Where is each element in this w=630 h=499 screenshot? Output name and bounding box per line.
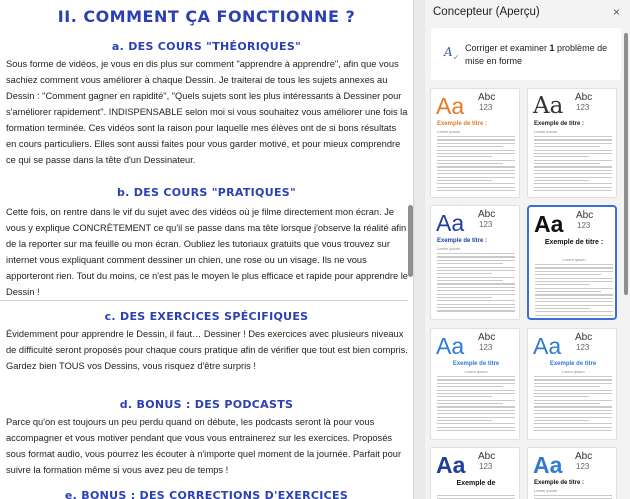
pane-header: [425, 0, 630, 26]
design-idea-card[interactable]: [527, 447, 617, 499]
number-sample-text: 123: [479, 462, 493, 471]
section-title: II. COMMENT ÇA FONCTIONNE ?: [57, 7, 356, 26]
heading-bonus-podcasts: d. BONUS : DES PODCASTS: [119, 398, 294, 411]
preview-body-lines: [534, 495, 612, 499]
preview-subtitle: Lorem ipsum: [562, 257, 586, 262]
heading-sample-text: Abc: [575, 92, 593, 103]
number-sample-text: 123: [576, 103, 590, 112]
preview-title: Exemple de titre :: [437, 121, 488, 127]
font-sample-text: Aa: [436, 93, 465, 119]
heading-sample-text: Abc: [478, 92, 496, 103]
preview-subtitle: Lorem ipsum: [437, 129, 461, 134]
pane-splitter[interactable]: [413, 0, 425, 499]
spell-check-icon: $A_✓$: [444, 45, 459, 62]
preview-title: Exemple de titre :: [544, 239, 604, 246]
preview-body-lines: [437, 376, 515, 433]
design-idea-card[interactable]: [430, 447, 520, 499]
paragraph-bonus-podcasts[interactable]: Parce qu'on est toujours un peu perdu quand on débute, les podcasts seront là pour vous accompagner et vous motiver pendant que vous vous entrainerez sur les exercices. Proposés sous format audio, vous pourrez les écouter à n'importe quel moment de la journée. Parfait pour suivre la formation même si vous avez peu de temps !: [6, 417, 402, 475]
heading-theoretical-courses: a. DES COURS "THÉORIQUES": [111, 40, 302, 53]
font-sample-text: Aa: [436, 452, 466, 478]
fix-formatting-card[interactable]: [431, 28, 621, 80]
preview-body-lines: [437, 136, 515, 193]
paragraph-theoretical-courses[interactable]: Sous forme de vidéos, je vous en dis plus sur comment "apprendre à apprendre", afin que vous sachiez comment vous améliorer à chaque Dessin. Je traiterai de tous les sujets annexes au Dessin : "Comment gagner en rapidité", "Quels sujets sont les plus intéressants à Dessiner pour s'améliorer rapidement". INDISPENSABLE selon moi si vous souhaitez vous améliorer une fois la formation terminée. Ces vidéos sont la raison pour laquelle mes élèves ont de si bons résultats en cours particuliers. Elles sont aussi faites pour vous garder motivé, et pour mieux comprendre ce qui se passe dans la tête d'un Dessinateur.: [6, 59, 408, 165]
close-icon[interactable]: ×: [612, 5, 620, 19]
design-idea-card[interactable]: [527, 88, 617, 198]
heading-bonus-corrections: e. BONUS : DES CORRECTIONS D'EXERCICES: [64, 489, 349, 499]
heading-practical-courses: b. DES COURS "PRATIQUES": [116, 186, 297, 199]
preview-body-lines: [534, 376, 612, 433]
design-idea-card[interactable]: [430, 88, 520, 198]
preview-title: Exemple de titre: [549, 361, 597, 367]
heading-sample-text: Abc: [575, 332, 593, 343]
design-idea-card[interactable]: [527, 328, 617, 440]
number-sample-text: 123: [577, 221, 591, 230]
pane-scrollbar-thumb[interactable]: [624, 33, 628, 295]
preview-body-lines: [534, 136, 612, 193]
number-sample-text: 123: [576, 462, 590, 471]
preview-body-lines: [535, 264, 613, 320]
heading-sample-text: Abc: [478, 209, 496, 220]
font-sample-text: Aa: [436, 333, 465, 359]
preview-subtitle: Lorem ipsum: [561, 369, 585, 374]
number-sample-text: 123: [576, 343, 590, 352]
font-sample-text: Aa: [533, 452, 563, 478]
preview-subtitle: Lorem ipsum: [534, 129, 558, 134]
pane-scrollbar[interactable]: [624, 33, 628, 293]
fix-formatting-text: Corriger et examiner 1 problème de mise en forme: [465, 43, 608, 66]
preview-body-lines: [437, 253, 515, 314]
design-idea-card[interactable]: [430, 328, 520, 440]
preview-title: Exemple de titre: [452, 361, 500, 367]
number-sample-text: 123: [479, 103, 493, 112]
paragraph-practical-courses[interactable]: Cette fois, on rentre dans le vif du sujet avec des vidéos où je filme directement mon écran. Je vous y explique CONCRÈTEMENT ce qu'il se passe dans ma tête lorsque j'observe la réalité afin de la reporter sur ma feuille ou mon écran. Oubliez les tutoriaux gratuits que vous trouvez sur internet vous expliquant comment dessiner un chien, une rose ou un visage. Ils ne vous apporteront rien. Tout du moins, ce n'est pas le moyen le plus efficace et rapide pour apprendre le Dessin !: [6, 207, 408, 297]
designer-pane: [425, 0, 630, 499]
number-sample-text: 123: [479, 220, 493, 229]
preview-title: Exemple de: [456, 480, 496, 487]
design-idea-card[interactable]: [527, 205, 617, 320]
heading-sample-text: Abc: [576, 210, 594, 221]
paragraph-specific-exercises[interactable]: Évidemment pour apprendre le Dessin, il faut… Dessiner ! Des exercices avec plusieurs niveaux de difficulté seront proposés pour chaque cours pratique afin de vérifier que tout est bien compris. Gardez bien TOUS vos Dessins, vous risquez d'être surpris !: [6, 329, 408, 371]
heading-sample-text: Abc: [478, 451, 496, 462]
issue-count: 1: [549, 43, 555, 53]
heading-specific-exercises: c. DES EXERCICES SPÉCIFIQUES: [104, 310, 309, 323]
preview-subtitle: Lorem ipsum: [437, 246, 461, 251]
font-sample-text: Aa: [533, 93, 564, 119]
preview-title: Exemple de titre :: [534, 121, 585, 127]
preview-body-lines: [437, 495, 515, 499]
heading-sample-text: Abc: [478, 332, 496, 343]
pane-title: Concepteur (Aperçu): [433, 6, 540, 18]
preview-subtitle: Lorem ipsum: [464, 369, 488, 374]
font-sample-text: Aa: [534, 211, 564, 237]
section-divider: [0, 300, 408, 301]
font-sample-text: Aa: [533, 333, 562, 359]
number-sample-text: 123: [479, 343, 493, 352]
font-sample-text: Aa: [436, 210, 465, 236]
preview-title: Exemple de titre :: [534, 480, 585, 486]
preview-title: Exemple de titre :: [437, 238, 488, 244]
design-idea-card[interactable]: [430, 205, 520, 320]
preview-subtitle: Lorem ipsum: [534, 488, 558, 493]
heading-sample-text: Abc: [575, 451, 593, 462]
